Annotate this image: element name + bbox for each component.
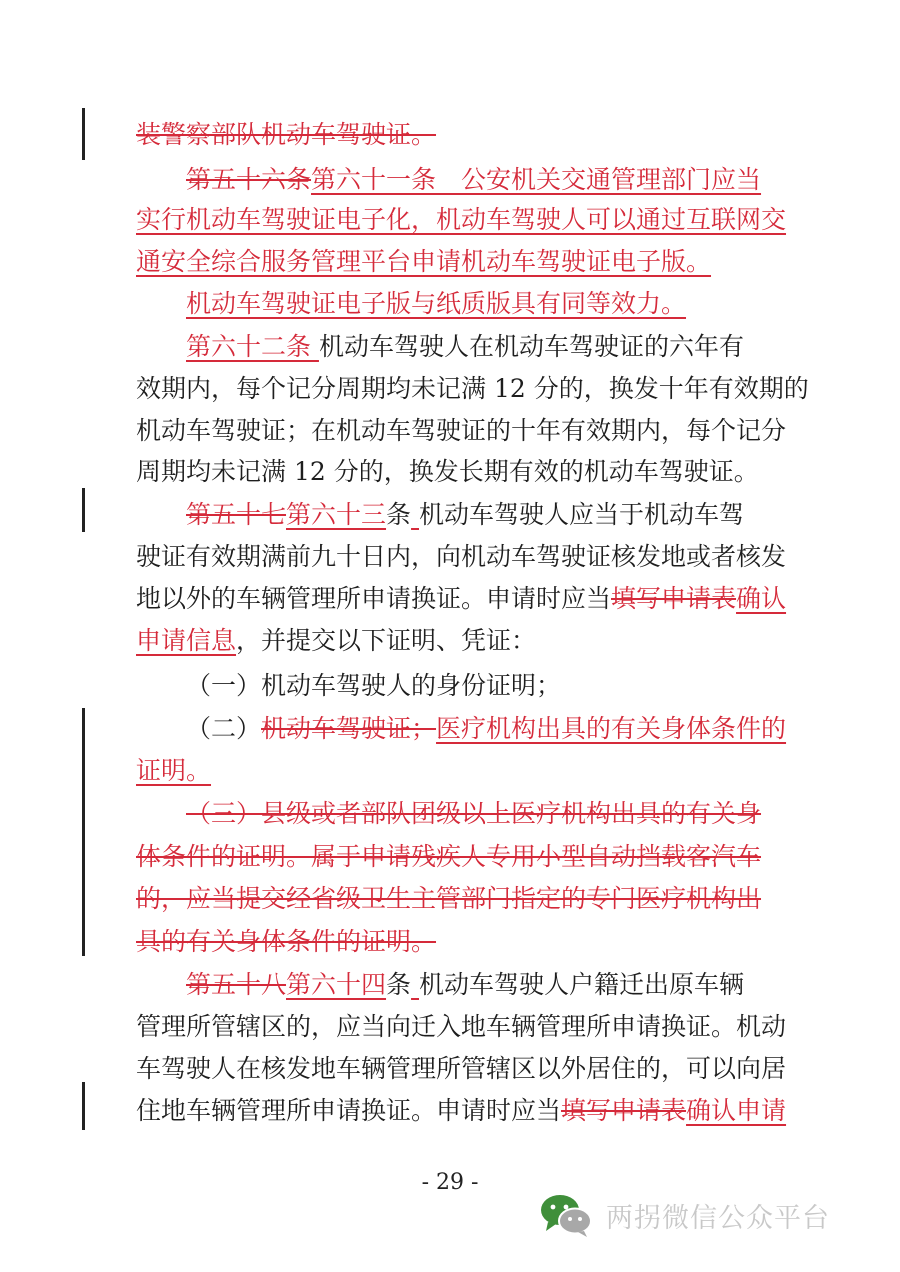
text-line-content [136,369,809,409]
inserted-text: 实行机动车驾驶证电子化，机动车驾驶人可以通过互联网交 [136,205,787,234]
text-line-content [136,1007,786,1047]
inserted-text: 确认申请 [686,1096,787,1125]
text-line-content [136,837,761,877]
inserted-text: 通安全综合服务管理平台申请机动车驾驶证电子版。 [136,247,712,276]
body-text: 机动车驾驶证；在机动车驾驶证的十年有效期内，每个记分 [136,416,787,445]
text-line [0,495,900,535]
text-line [0,965,900,1005]
text-line-content [186,495,744,535]
text-line-content [186,160,761,200]
inserted-text: 医疗机构出具的有关身体条件的 [436,714,787,743]
text-line [0,709,900,749]
text-line-content [186,709,786,749]
body-text: 地以外的车辆管理所申请换证。申请时应当 [136,584,612,613]
text-line [0,452,900,492]
deleted-text: 第五十六条 [186,165,312,194]
text-line [0,411,900,451]
inserted-text: 第六十一条 公安机关交通管理部门应当 [311,165,762,194]
text-line [0,621,900,661]
text-line-content [136,411,786,451]
text-line [0,1091,900,1131]
text-line-content [136,115,436,155]
text-line [0,794,900,834]
text-line [0,160,900,200]
text-line [0,115,900,155]
text-line-content [136,452,759,492]
text-line-content [186,327,744,367]
inserted-text: 第六十二条 [186,332,319,361]
deleted-text: 的，应当提交经省级卫生主管部门指定的专门医疗机构出 [136,884,762,913]
text-line-content [136,621,536,661]
body-text: 车驾驶人在核发地车辆管理所管辖区以外居住的，可以向居 [136,1054,787,1083]
deleted-text: 具的有关身体条件的证明。 [136,927,437,956]
text-line-content [136,1049,786,1089]
text-line [0,579,900,619]
body-text: 驶证有效期满前九十日内，向机动车驾驶证核发地或者核发 [136,542,787,571]
body-text: （二） [186,714,262,743]
body-text: 机动车驾驶人在机动车驾驶证的六年有 [318,332,744,361]
text-line [0,284,900,324]
text-line [0,751,900,791]
wechat-icon [538,1192,594,1238]
text-line-content [136,922,436,962]
text-line-content [186,666,561,706]
text-line-content [186,965,744,1005]
text-line [0,1007,900,1047]
page-number: - 29 - [421,1170,479,1195]
text-line-content [136,579,786,619]
inserted-text: 确认 [736,584,787,613]
inserted-text: 第六十四 [286,970,387,999]
body-text [411,970,419,999]
deleted-text: 装警察部队机动车驾驶证。 [136,120,437,149]
deleted-text: （三）县级或者部队团级以上医疗机构出具的有关身 [186,799,762,828]
text-line [0,837,900,877]
text-line [0,879,900,919]
body-text: 住地车辆管理所申请换证。申请时应当 [136,1096,562,1125]
text-line-content [136,751,211,791]
inserted-text: 第六十三 [286,500,387,529]
deleted-text: 机动车驾驶证； [261,714,437,743]
text-line [0,537,900,577]
body-text: （一）机动车驾驶人的身份证明； [186,671,562,700]
text-line-content [186,794,761,834]
inserted-text: 机动车驾驶证电子版与纸质版具有同等效力。 [186,289,687,318]
deleted-text: 填写申请表 [611,584,737,613]
text-line [0,327,900,367]
text-line-content [136,200,786,240]
watermark [538,1186,878,1246]
text-line-content [136,1091,786,1131]
inserted-text: 申请信息 [136,626,237,655]
body-text: 条 [386,970,412,999]
text-line-content [186,284,686,324]
body-text: 条 [386,500,412,529]
text-line [0,200,900,240]
body-text: 效期内，每个记分周期均未记满 12 分的，换发十年有效期的 [136,374,809,403]
text-line [0,666,900,706]
text-line-content [136,242,711,282]
text-line-content [136,537,786,577]
deleted-text: 第五十七 [186,500,287,529]
inserted-text: 证明。 [136,756,212,785]
deleted-text: 第五十八 [186,970,287,999]
text-line [0,242,900,282]
deleted-text: 填写申请表 [561,1096,687,1125]
body-text [411,500,419,529]
watermark-text: 两拐微信公众平台 [606,1203,830,1234]
body-text: 机动车驾驶人应当于机动车驾 [419,500,745,529]
deleted-text: 体条件的证明。属于申请残疾人专用小型自动挡载客汽车 [136,842,762,871]
body-text: 机动车驾驶人户籍迁出原车辆 [419,970,745,999]
body-text: 管理所管辖区的，应当向迁入地车辆管理所申请换证。机动 [136,1012,787,1041]
text-line [0,922,900,962]
text-line [0,369,900,409]
body-text: 周期均未记满 12 分的，换发长期有效的机动车驾驶证。 [136,457,759,486]
body-text: ，并提交以下证明、凭证： [236,626,537,655]
text-line [0,1049,900,1089]
text-line-content [136,879,761,919]
